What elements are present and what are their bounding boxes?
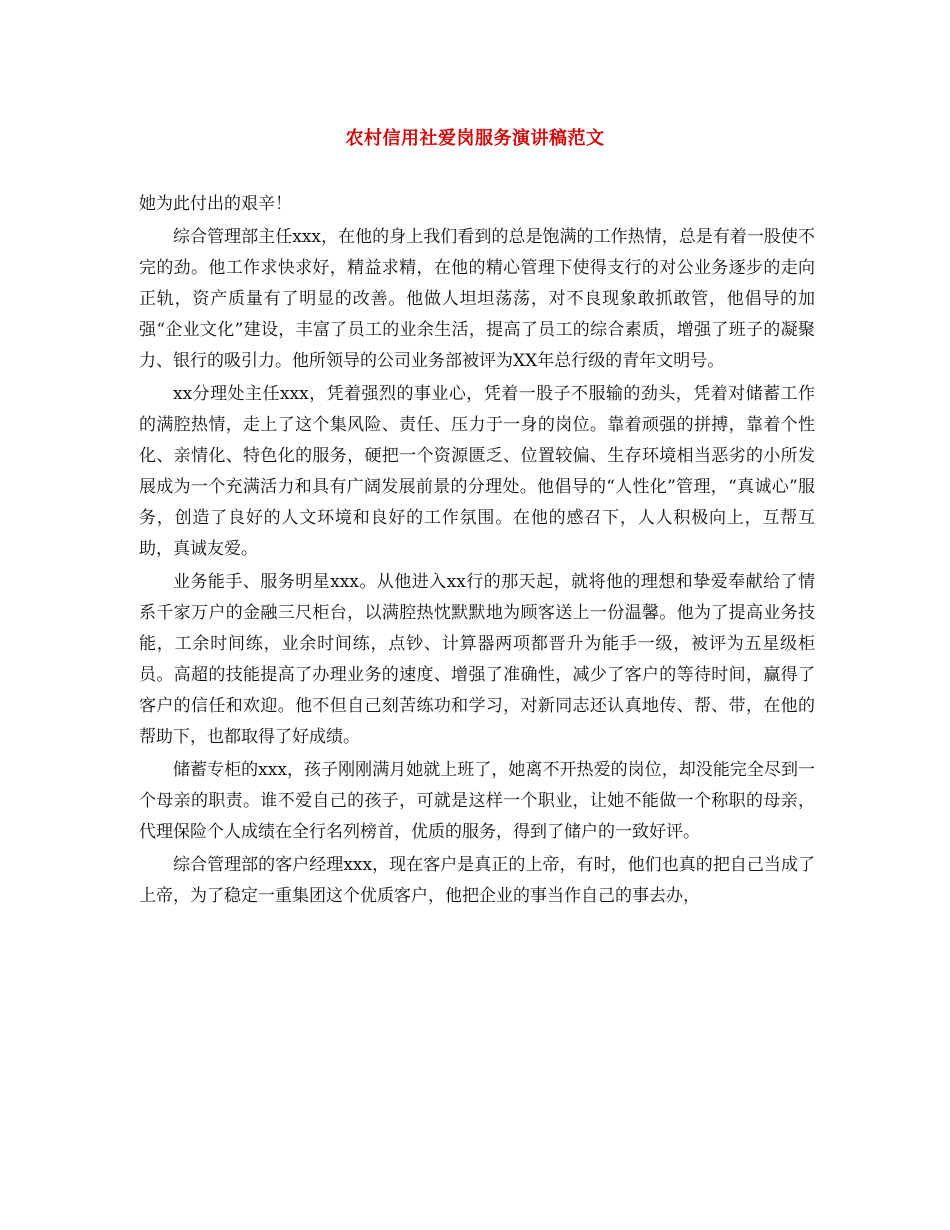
paragraph: 业务能手、服务明星xxx。从他进入xx行的那天起，就将他的理想和挚爱奉献给了情系千家万户的金融三尺柜台，以满腔热忱默默地为顾客送上一份温馨。他为了提高业务技能，工余时间练，业余时间练，点钞、计算器两项都晋升为能手一级，被评为五星级柜员。高超的技能提高了办理业务的速度、增强了准确性，减少了客户的等待时间，赢得了客户的信任和欢迎。他不但自己刻苦练功和学习，对新同志还认真地传、帮、带，在他的帮助下，也都取得了好成绩。 <box>139 572 815 747</box>
paragraph: 储蓄专柜的xxx，孩子刚刚满月她就上班了，她离不开热爱的岗位，却没能完全尽到一个母亲的职责。谁不爱自己的孩子，可就是这样一个职业，让她不能做一个称职的母亲，代理保险个人成绩在全行名列榜首，优质的服务，得到了储户的一致好评。 <box>139 760 815 842</box>
document-body <box>139 189 815 914</box>
paragraph: 综合管理部主任xxx，在他的身上我们看到的总是饱满的工作热情，总是有着一股使不完的劲。他工作求快求好，精益求精，在他的精心管理下使得支行的对公业务逐步的走向正轨，资产质量有了明显的改善。他做人坦坦荡荡，对不良现象敢抓敢管，他倡导的加强“企业文化”建设，丰富了员工的业余生活，提高了员工的综合素质，增强了班子的凝聚力、银行的吸引力。他所领导的公司业务部被评为XX年总行级的青年文明号。 <box>139 227 815 371</box>
paragraph: 综合管理部的客户经理xxx，现在客户是真正的上帝，有时，他们也真的把自己当成了上帝，为了稳定一重集团这个优质客户，他把企业的事当作自己的事去办， <box>139 855 815 906</box>
paragraph: xx分理处主任xxx，凭着强烈的事业心，凭着一股子不服输的劲头，凭着对储蓄工作的满腔热情，走上了这个集风险、责任、压力于一身的岗位。靠着顽强的拼搏，靠着个性化、亲情化、特色化的服务，硬把一个资源匮乏、位置较偏、生存环境相当恶劣的小所发展成为一个充满活力和具有广阔发展前景的分理处。他倡导的“人性化”管理，“真诚心”服务，创造了良好的人文环境和良好的工作氛围。在他的感召下，人人积极向上，互帮互助，真诚友爱。 <box>139 384 815 559</box>
document-title: 农村信用社爱岗服务演讲稿范文 <box>345 128 605 149</box>
paragraph: 她为此付出的艰辛！ <box>139 194 292 214</box>
